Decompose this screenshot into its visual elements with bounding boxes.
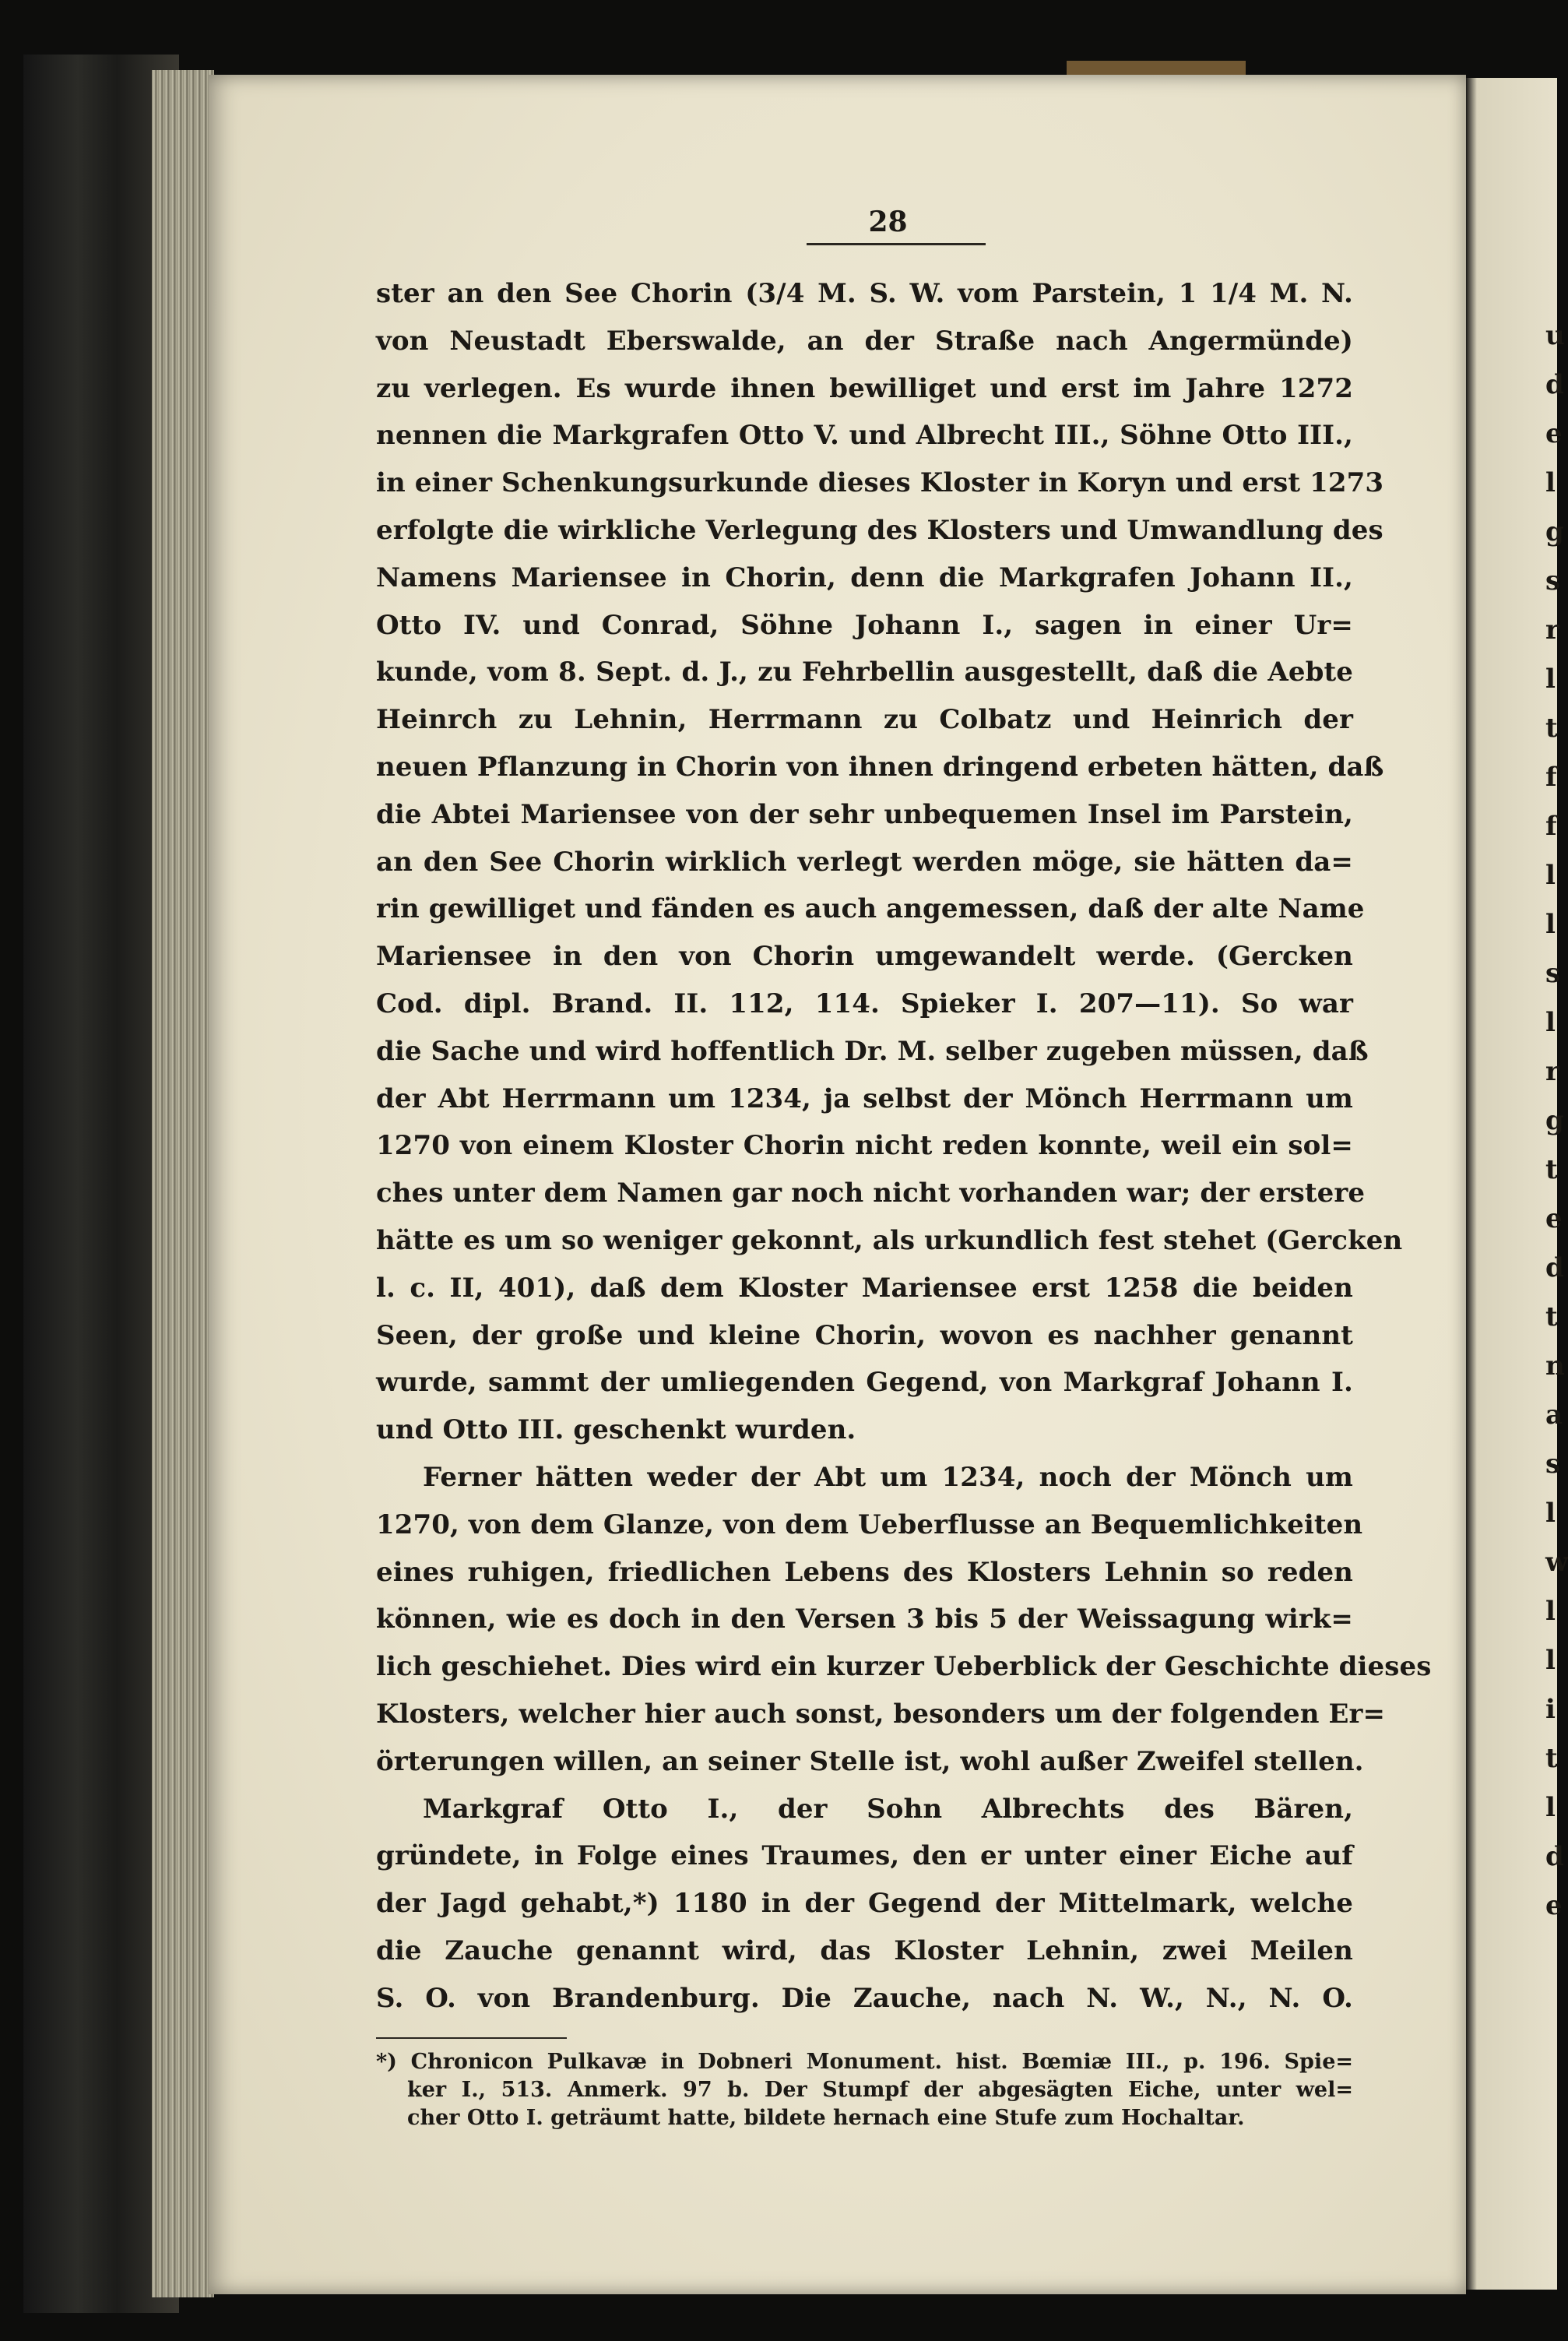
facing-page-letter: f [1545,762,1557,793]
text-line: in einer Schenkungsurkunde dieses Kloster in Koryn und erst 1273 [376,467,1384,499]
facing-page-letter: l [1545,1498,1556,1529]
text-line: 1270 von einem Kloster Chorin nicht reden konnte, weil ein sol= [376,1130,1353,1162]
page-text [376,201,1432,2132]
text-line: die Abtei Mariensee von der sehr unbequemen Insel im Parstein, [376,798,1353,830]
text-line: örterungen willen, an seiner Stelle ist, wohl außer Zweifel stellen. [376,1745,1364,1777]
facing-page-letter: u [1545,320,1565,351]
facing-page-letter: e [1545,418,1563,449]
text-line: ches unter dem Namen gar noch nicht vorhanden war; der erstere [376,1178,1366,1209]
facing-page-letter: t [1545,1154,1558,1185]
facing-page-letter: l [1545,664,1556,695]
text-line: ster an den See Chorin (3/4 M. S. W. vom Parstein, 1 1/4 M. N. [376,278,1353,309]
footnote-rule [376,2037,567,2039]
text-line: nennen die Markgrafen Otto V. und Albrecht III., Söhne Otto III., [376,420,1353,452]
text-line: S. O. von Brandenburg. Die Zauche, nach N. W., N., N. O. [376,1982,1353,2014]
text-line: zu verlegen. Es wurde ihnen bewilliget und erst im Jahre 1272 [376,372,1353,404]
text-line: gründete, in Folge eines Traumes, den er unter einer Eiche auf [376,1840,1353,1872]
facing-page-letter: d [1545,1841,1564,1872]
text-line: wurde, sammt der umliegenden Gegend, von Markgraf Johann I. [376,1367,1353,1399]
facing-page-letter: d [1545,1252,1564,1283]
facing-page-letter: f [1545,811,1557,842]
facing-page-letter: l [1545,467,1556,498]
facing-page-letter: t [1545,1743,1558,1774]
facing-page-letter: g [1545,516,1564,547]
text-line: der Abt Herrmann um 1234, ja selbst der Mönch Herrmann um [376,1082,1353,1114]
facing-page-letter: a [1545,1399,1563,1431]
footnote-line: cher Otto I. geträumt hatte, bildete hernach eine Stufe zum Hochaltar. [407,2106,1245,2131]
facing-page-letter: s [1545,1449,1561,1480]
facing-page-letter: l [1545,1007,1556,1038]
facing-page-letter: d [1545,369,1564,400]
text-line: Cod. dipl. Brand. II. 112, 114. Spieker I. 207—11). So war [376,987,1353,1019]
text-line: Seen, der große und kleine Chorin, wovon es nachher genannt [376,1319,1353,1351]
facing-page-letter: l [1545,909,1556,940]
facing-page-letter: e [1545,1890,1563,1921]
facing-page-letter: e [1545,1203,1563,1234]
header-rule [807,243,986,245]
text-line: und Otto III. geschenkt wurden. [376,1414,856,1446]
facing-page-letters [1545,312,1568,1947]
facing-page-letter: r [1545,614,1559,646]
facing-page-letter: l [1545,860,1556,891]
text-line: von Neustadt Eberswalde, an der Straße nach Angermünde) [376,325,1353,357]
text-line: Heinrch zu Lehnin, Herrmann zu Colbatz und Heinrich der [376,704,1353,736]
footnote-line: ker I., 513. Anmerk. 97 b. Der Stumpf der abgesägten Eiche, unter wel= [407,2078,1353,2103]
text-line: l. c. II, 401), daß dem Kloster Mariensee erst 1258 die beiden [376,1272,1353,1304]
text-line: Mariensee in den von Chorin umgewandelt werde. (Gercken [376,941,1353,973]
text-line: lich geschiehet. Dies wird ein kurzer Ueberblick der Geschichte dieses [376,1651,1432,1683]
facing-page-letter: t [1545,713,1558,744]
facing-page-letter: l [1545,1792,1556,1823]
text-line: die Zauche genannt wird, das Kloster Lehnin, zwei Meilen [376,1934,1353,1966]
facing-page-letter: l [1545,1596,1556,1627]
facing-page-letter: l [1545,1645,1556,1676]
facing-page-letter: r [1545,1056,1559,1087]
text-line: kunde, vom 8. Sept. d. J., zu Fehrbellin ausgestellt, daß die Aebte [376,657,1353,688]
text-line: Klosters, welcher hier auch sonst, besonders um der folgenden Er= [376,1698,1386,1730]
text-line: Namens Mariensee in Chorin, denn die Markgrafen Johann II., [376,561,1353,593]
text-line: neuen Pflanzung in Chorin von ihnen dringend erbeten hätten, daß [376,751,1384,783]
page-number: 28 [868,206,908,238]
facing-page-letter: s [1545,958,1561,989]
text-line: 1270, von dem Glanze, von dem Ueberflusse an Bequemlichkeiten [376,1508,1363,1540]
text-line: Markgraf Otto I., der Sohn Albrechts des Bären, [423,1793,1353,1825]
facing-page-letter: w [1545,1547,1568,1578]
footnote-line: *) Chronicon Pulkavæ in Dobneri Monument. hist. Bœmiæ III., p. 196. Spie= [376,2050,1353,2075]
facing-page [1466,78,1568,2290]
text-line: Ferner hätten weder der Abt um 1234, noch der Mönch um [423,1461,1353,1493]
text-line: Otto IV. und Conrad, Söhne Johann I., sagen in einer Ur= [376,609,1353,641]
facing-page-letter: t [1545,1301,1558,1332]
text-line: rin gewilliget und fänden es auch angemessen, daß der alte Name [376,893,1365,925]
facing-page-letter: i [1545,1694,1556,1725]
page-edges [152,70,214,2297]
text-line: der Jagd gehabt,*) 1180 in der Gegend der Mittelmark, welche [376,1888,1353,1920]
text-line: eines ruhigen, friedlichen Lebens des Klosters Lehnin so reden [376,1556,1353,1588]
text-line: die Sache und wird hoffentlich Dr. M. selber zugeben müssen, daß [376,1035,1369,1067]
facing-page-letter: g [1545,1105,1564,1136]
facing-page-letter: n [1545,1350,1565,1382]
text-line: erfolgte die wirkliche Verlegung des Klosters und Umwandlung des [376,514,1383,546]
text-line: können, wie es doch in den Versen 3 bis 5 der Weissagung wirk= [376,1603,1353,1635]
text-line: an den See Chorin wirklich verlegt werden möge, sie hätten da= [376,846,1353,878]
facing-page-letter: s [1545,565,1561,597]
text-line: hätte es um so weniger gekonnt, als urkundlich fest stehet (Gercken [376,1224,1403,1256]
